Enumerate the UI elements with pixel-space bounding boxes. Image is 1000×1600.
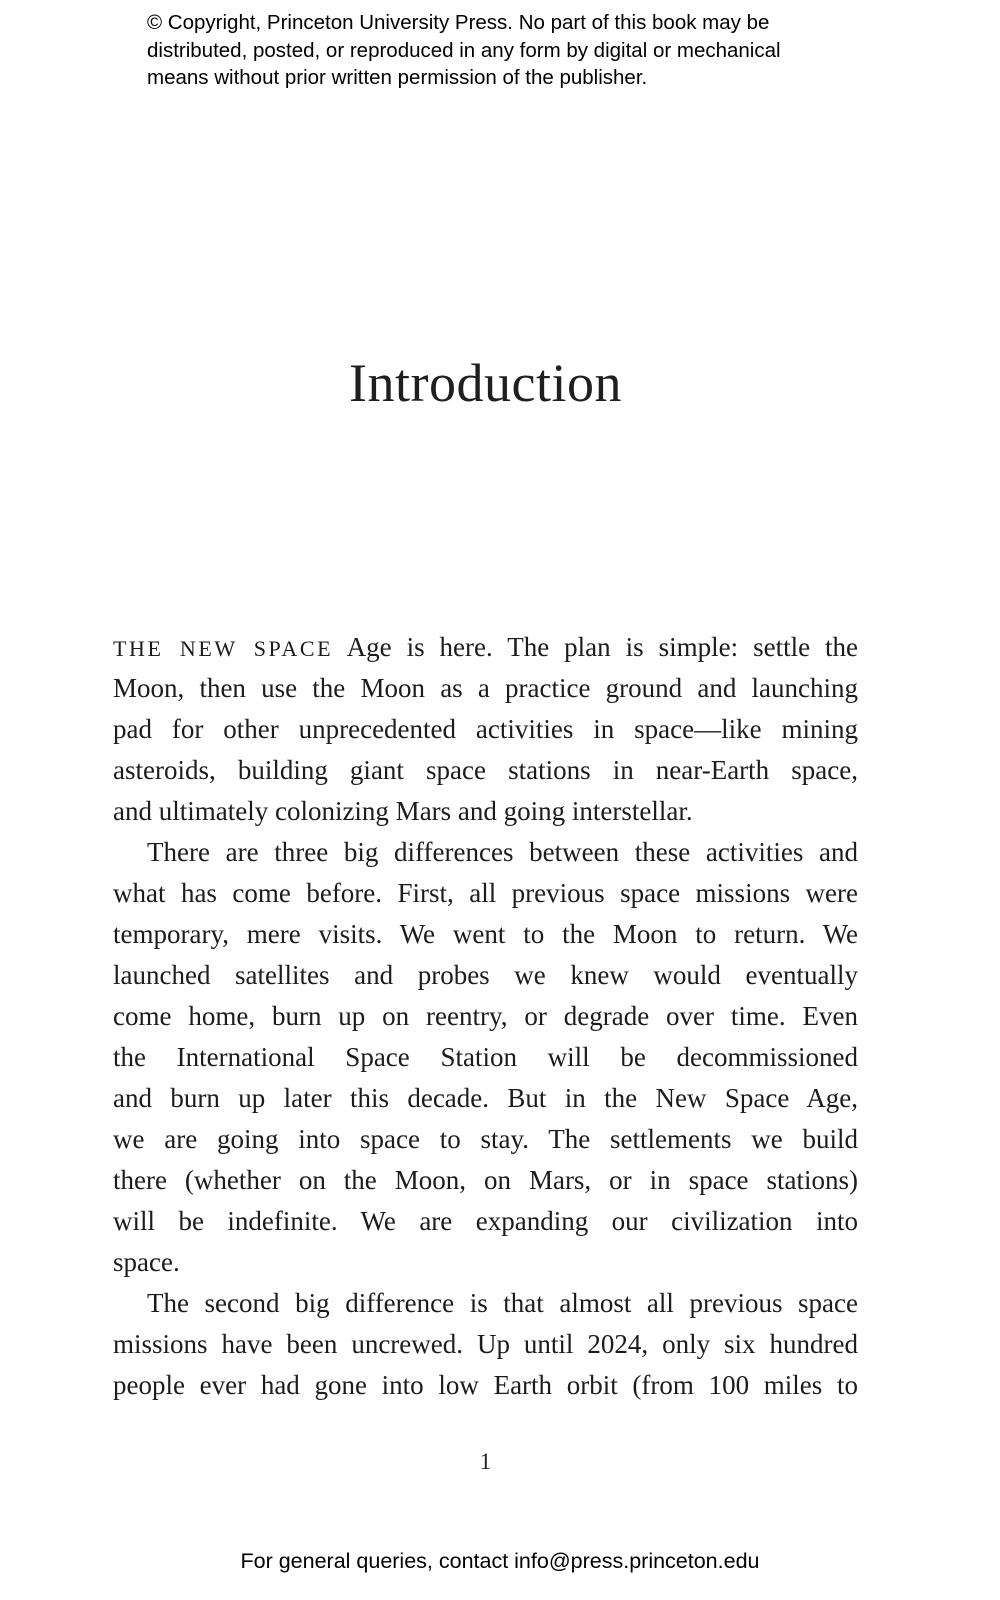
copyright-line: means without prior written permission of the publisher. bbox=[147, 66, 648, 89]
text-line: The second big difference is that almost all previous space bbox=[147, 1288, 858, 1318]
text-line: we are going into space to stay. The settlements we build bbox=[113, 1124, 858, 1154]
text-line: Moon, then use the Moon as a practice ground and launching bbox=[113, 673, 858, 703]
page-number: 1 bbox=[479, 1449, 492, 1474]
text-line: people ever had gone into low Earth orbit (from 100 miles to bbox=[113, 1370, 858, 1400]
text-line: pad for other unprecedented activities in space—like mining bbox=[113, 714, 858, 744]
text-line: There are three big differences between these activities and bbox=[147, 837, 858, 867]
opening-line-rest: Age is here. The plan is simple: settle the bbox=[333, 632, 859, 662]
body-text bbox=[113, 627, 858, 1406]
text-line: and burn up later this decade. But in the New Space Age, bbox=[113, 1083, 858, 1113]
text-line: the International Space Station will be decommissioned bbox=[113, 1042, 858, 1072]
copyright-notice bbox=[147, 9, 847, 92]
footer-query-line: For general queries, contact info@press.princeton.edu bbox=[240, 1549, 760, 1573]
smallcaps-lead: THE NEW SPACE bbox=[113, 636, 334, 661]
text-line-opening bbox=[113, 627, 858, 668]
text-line: missions have been uncrewed. Up until 2024, only six hundred bbox=[113, 1329, 858, 1359]
text-line: temporary, mere visits. We went to the Moon to return. We bbox=[113, 919, 858, 949]
copyright-line: © Copyright, Princeton University Press. No part of this book may be bbox=[147, 11, 770, 34]
text-line: launched satellites and probes we knew would eventually bbox=[113, 960, 858, 990]
text-line: space. bbox=[113, 1247, 180, 1277]
text-line: what has come before. First, all previous space missions were bbox=[113, 878, 858, 908]
text-line: come home, burn up on reentry, or degrade over time. Even bbox=[113, 1001, 858, 1031]
text-line: will be indefinite. We are expanding our civilization into bbox=[113, 1206, 858, 1236]
copyright-line: distributed, posted, or reproduced in any form by digital or mechanical bbox=[147, 38, 781, 62]
text-line: asteroids, building giant space stations in near-Earth space, bbox=[113, 755, 858, 785]
text-line: and ultimately colonizing Mars and going interstellar. bbox=[113, 796, 693, 826]
chapter-title: Introduction bbox=[349, 353, 622, 413]
text-line: there (whether on the Moon, on Mars, or in space stations) bbox=[113, 1165, 858, 1195]
